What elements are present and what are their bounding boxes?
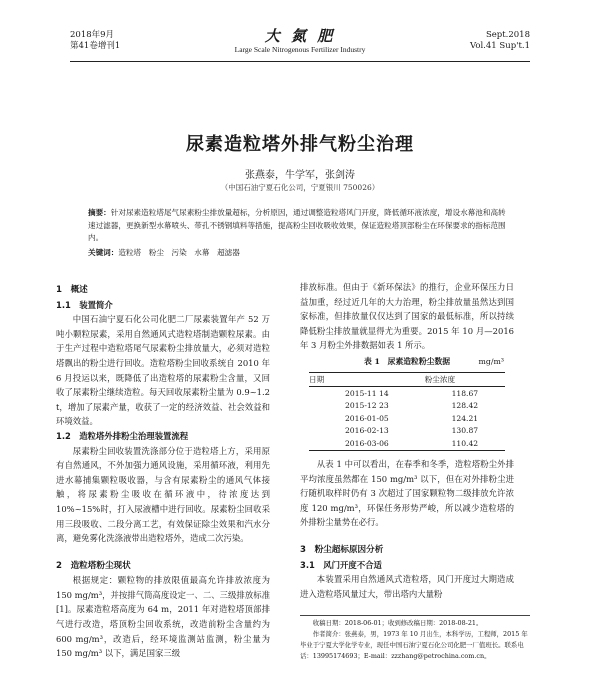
abstract (88, 207, 512, 245)
footnote-received: 收稿日期：2018-06-01；收到修改稿日期：2018-08-21。 (312, 619, 483, 627)
table-cell-date: 2016-02-13 (344, 426, 389, 436)
table-cell-value: 124.21 (451, 413, 479, 423)
footnote (300, 615, 530, 662)
table-cell-value: 118.67 (451, 388, 479, 398)
subsection-heading-1-2: 1.2 造粒塔外排粉尘治理装置流程 (56, 430, 189, 441)
keywords (88, 247, 512, 259)
table-row (309, 386, 505, 399)
abstract-label: 摘要： (88, 208, 111, 217)
header-volume: 第41卷增刊1 (70, 41, 121, 51)
journal-header (70, 28, 530, 62)
journal-name-cn: 大 氮 肥 (264, 27, 336, 45)
table-caption-text: 表 1 尿素造粒粉尘数据 (363, 356, 451, 366)
header-left (70, 30, 120, 52)
header-volume-en: Vol.41 Sup't.1 (469, 41, 530, 51)
table-cell-date: 2016-03-06 (344, 438, 389, 448)
table-unit: mg/m³ (478, 356, 504, 366)
table-row (309, 437, 505, 450)
table-row (309, 425, 505, 438)
subsection-heading-3-1: 3.1 风门开度不合适 (300, 559, 382, 570)
paragraph-status: 根据规定：颗粒物的排放限值最高允许排放浓度为 150 mg/m³，并按排气筒高度设定一、二、三级排放标准[1]。尿素造粒塔高度为 64 m，2011 年对造粒塔顶部排气进行改造，塔顶粉尘回收系统，改造前粉尘含量约为 600 mg/m³，改造后，经环境监测站监测，粉尘量为 150 mg/m³ 以下，满足国家三级 (56, 575, 270, 659)
right-column (300, 280, 514, 601)
table-row (309, 400, 505, 413)
table-caption (300, 355, 514, 370)
abstract-text: 针对尿素造粒塔尾气尿素粉尘排放量超标，分析原因，通过调整造粒塔风门开度，降低循环液浓度，增设水幕池和高转速过滤器，更换新型水幕喷头、带孔不锈钢填料等措施，提高粉尘回收吸收效果，保证造粒塔顶部粉尘在环保要求的指标范围内。 (88, 208, 506, 243)
section-gap (300, 530, 514, 540)
paper-title: 尿素造粒塔外排气粉尘治理 (186, 134, 414, 155)
table-row (309, 412, 505, 425)
section-heading-1: 1 概述 (56, 285, 88, 295)
table-header-row (309, 372, 505, 386)
paragraph-standard: 排放标准。但由于《新环保法》的推行，企业环保压力日益加重，经过近几年的大力治理，粉尘排放量虽然达到国家标准，但排放量仅仅达到了国家的最低标准，所以持续降低粉尘排放量就显得尤为重要。2015 年 10 月—2016 年 3 月粉尘外排数据如表 1 所示。 (300, 282, 514, 351)
paragraph-intro: 中国石油宁夏石化公司化肥二厂尿素装置年产 52 万吨小颗粒尿素，采用自然通风式造粒塔制造颗粒尿素。由于生产过程中造粒塔尾气尿素粉尘排放量大，必须对造粒塔飘出的粉尘进行回收。造粒塔粉尘回收系统自 2010 年 6 月投运以来，既降低了出造粒塔的尿素粉尘含量，又回收了尿素粉尘继续造粒。每天回收尿素粉尘量为 0.9~1.2 t，增加了尿素产量，收获了一定的经济效益、社会效益和环境效益。 (56, 314, 270, 427)
header-center (190, 28, 410, 55)
table-cell-date: 2016-01-05 (344, 413, 389, 423)
section-gap (56, 546, 270, 556)
footnote-author-bio: 作者简介：张燕泰，男，1973 年 10 月出生，本科学历，工程师，2015 年毕业于宁夏大学化学专业，现任中国石油宁夏石化公司化肥一厂值班长。联系电话：13995174693；E-mail：zzzhang@petrochina.com.cn。 (300, 630, 528, 660)
paper-affiliation: （中国石油宁夏石化公司，宁夏银川 750026） (220, 183, 380, 192)
table-header-concentration: 粉尘浓度 (425, 372, 505, 386)
table-cell-value: 130.87 (451, 426, 479, 436)
subsection-heading-1-1: 1.1 装置简介 (56, 299, 113, 310)
left-column (56, 280, 270, 661)
table-cell-date: 2015-12 23 (345, 401, 389, 411)
table-cell-value: 128.42 (451, 401, 479, 411)
table-cell-date: 2015-11 14 (345, 388, 389, 398)
paper-authors: 张燕泰，牛学军，张剑涛 (245, 170, 355, 181)
dust-data-table (309, 372, 505, 451)
header-date-en: Sept.2018 (485, 30, 530, 40)
header-date: 2018年9月 (70, 30, 115, 40)
keywords-text: 造粒塔 粉尘 污染 水幕 超滤器 (118, 248, 240, 257)
paragraph-process: 尿素粉尘回收装置洗涤部分位于造粒塔上方，采用原有自然通风，不外加强力通风设施，采用循环液，利用先进水幕捕集颗粒吸收器，与含有尿素粉尘的通风气体接触，将尿素粉尘吸收在循环液中，待浓度达到 10%~15%时，打入尿液槽中进行回收。尿素粉尘回收采用三段吸收、二段分离工艺，有效保证除尘效果和汽水分离，避免雾化洗涤液带出造粒塔外，造成二次污染。 (56, 445, 270, 544)
paragraph-damper: 本装置采用自然通风式造粒塔，风门开度过大期造成进入造粒塔风量过大，带出塔内大量粉 (300, 574, 514, 599)
table-cell-value: 110.42 (451, 438, 479, 448)
header-right (470, 30, 530, 52)
paragraph-analysis: 从表 1 中可以看出，在春季和冬季，造粒塔粉尘外排平均浓度虽然都在 150 mg/m³ 以下，但在对外排粉尘进行随机取样时仍有 3 次超过了国家颗粒物二级排放允许浓度 120 mg/m³，环保任务形势严峻，所以减少造粒塔的外排粉尘量势在必行。 (300, 458, 514, 528)
section-heading-3: 3 粉尘超标原因分析 (300, 544, 384, 555)
table-header-date: 日期 (309, 372, 425, 386)
journal-name-en: Large Scale Nitrogenous Fertilizer Industry (234, 45, 366, 54)
keywords-label: 关键词： (88, 248, 119, 257)
section-heading-2: 2 造粒塔粉尘现状 (56, 560, 131, 571)
